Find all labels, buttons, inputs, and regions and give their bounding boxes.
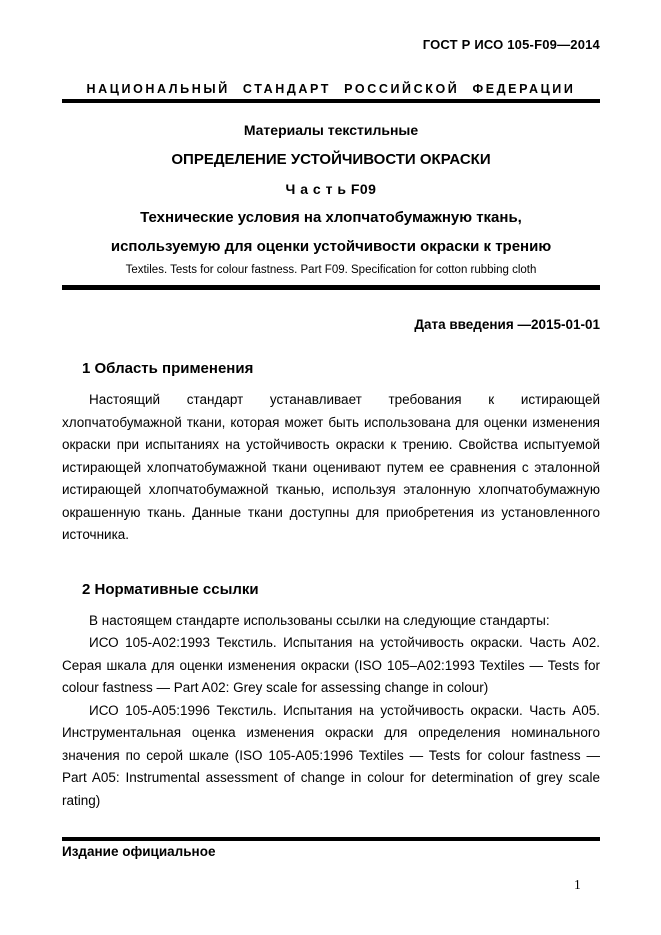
section-2-heading: 2 Нормативные ссылки (82, 580, 259, 598)
footer-rule (62, 837, 600, 841)
national-standard-banner: НАЦИОНАЛЬНЫЙ СТАНДАРТ РОССИЙСКОЙ ФЕДЕРАЦИИ (86, 82, 576, 96)
section-1-paragraph: Настоящий стандарт устанавливает требования к истирающей хлопчатобумажной ткани, которая может быть использована для оценки изменения окраски при испытаниях на устойчивость окраски к трению. Свойства испытуемой истирающей хлопчатобумажной ткани оценивают путем ее сравнения с эталонной истирающей хлопчатобумажной тканью, используя эталонную хлопчатобумажную окрашенную ткань. Данные ткани доступны для приобретения из установленного источника. (62, 392, 600, 542)
banner-rule (62, 99, 600, 103)
title-english: Textiles. Tests for colour fastness. Part F09. Specification for cotton rubbing cloth (125, 264, 537, 276)
effective-date: Дата введения —2015-01-01 (414, 317, 600, 332)
document-code: ГОСТ Р ИСО 105-F09—2014 (422, 37, 600, 52)
section-2-reference-2: ИСО 105-А05:1996 Текстиль. Испытания на устойчивость окраски. Часть А05. Инструментальная оценка изменения окраски для определения номинального значения по серой шкале (ISO 105-A05:1996 Textiles — Tests for colour fastness — Part A05: Instrumental assessment of change in colour for determination of grey scale rating) (62, 702, 600, 808)
section-2-intro-paragraph: В настоящем стандарте использованы ссылки на следующие стандарты: (89, 612, 550, 628)
title-subtitle-line1: Технические условия на хлопчатобумажную ткань, (140, 209, 522, 226)
section-2-reference-1: ИСО 105-А02:1993 Текстиль. Испытания на устойчивость окраски. Часть А02. Серая шкала для оценки изменения окраски (ISO 105–A02:1993 Textiles — Tests for colour fastness — Part A02: Grey scale for assessing change in colour) (62, 635, 600, 695)
title-part: Ч а с т ь F09 (285, 181, 377, 197)
official-edition-note: Издание официальное (62, 844, 216, 859)
page-number: 1 (574, 877, 581, 892)
title-rule (62, 285, 600, 290)
section-1-heading: 1 Область применения (82, 360, 254, 377)
title-subtitle-line2: используемую для оценки устойчивости окраски к трению (110, 238, 552, 255)
title-main: ОПРЕДЕЛЕНИЕ УСТОЙЧИВОСТИ ОКРАСКИ (171, 151, 491, 168)
title-group: Материалы текстильные (243, 122, 419, 138)
